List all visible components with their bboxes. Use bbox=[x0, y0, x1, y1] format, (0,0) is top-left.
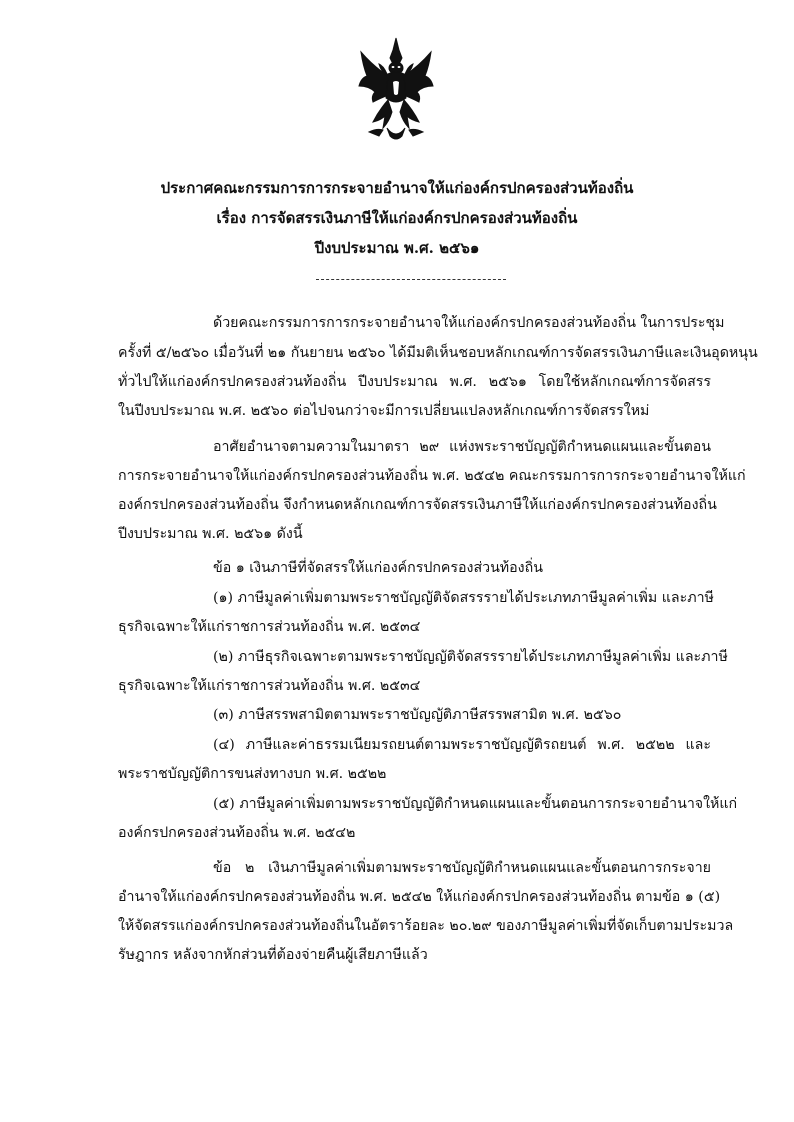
paragraph-2-line: องค์กรปกครองส่วนท้องถิ่น จึงกำหนดหลักเกณฑ์การจัดสรรเงินภาษีให้แก่องค์กรปกครองส่วนท้องถิ่น bbox=[118, 497, 717, 513]
announcement-title: ประกาศคณะกรรมการการกระจายอำนาจให้แก่องค์กรปกครองส่วนท้องถิ่น bbox=[160, 179, 634, 197]
clause-2-line: ข้อ ๒ เงินภาษีมูลค่าเพิ่มตามพระราชบัญญัติกำหนดแผนและขั้นตอนการกระจาย bbox=[213, 860, 711, 876]
clause-2-line: รัษฎากร หลังจากหักส่วนที่ต้องจ่ายคืนผู้เสียภาษีแล้ว bbox=[118, 947, 428, 963]
paragraph-1-line: ครั้งที่ ๕/๒๕๖๐ เมื่อวันที่ ๒๑ กันยายน ๒๕๖๐ ได้มีมติเห็นชอบหลักเกณฑ์การจัดสรรเงินภาษีและเงินอุดหนุน bbox=[118, 345, 758, 361]
clause-1-item-2: ธุรกิจเฉพาะให้แก่ราชการส่วนท้องถิ่น พ.ศ. ๒๕๓๔ bbox=[118, 678, 421, 694]
announcement-fiscal-year: ปีงบประมาณ พ.ศ. ๒๕๖๑ bbox=[314, 239, 480, 257]
paragraph-2-line: อาศัยอำนาจตามความในมาตรา ๒๙ แห่งพระราชบัญญัติกำหนดแผนและขั้นตอน bbox=[213, 439, 711, 455]
clause-2-line: อำนาจให้แก่องค์กรปกครองส่วนท้องถิ่น พ.ศ. ๒๕๔๒ ให้แก่องค์กรปกครองส่วนท้องถิ่น ตามข้อ ๑ (๕) bbox=[118, 889, 721, 905]
clause-1-item-4: (๔) ภาษีและค่าธรรมเนียมรถยนต์ตามพระราชบัญญัติรถยนต์ พ.ศ. ๒๕๒๒ และ bbox=[213, 737, 711, 753]
clause-1-item-5: องค์กรปกครองส่วนท้องถิ่น พ.ศ. ๒๕๔๒ bbox=[118, 825, 356, 841]
paragraph-2-line: ปีงบประมาณ พ.ศ. ๒๕๖๑ ดังนี้ bbox=[118, 526, 303, 542]
paragraph-1-line: ด้วยคณะกรรมการการกระจายอำนาจให้แก่องค์กรปกครองส่วนท้องถิ่น ในการประชุม bbox=[213, 315, 725, 331]
clause-1-heading: ข้อ ๑ เงินภาษีที่จัดสรรให้แก่องค์กรปกครองส่วนท้องถิ่น bbox=[213, 560, 543, 576]
paragraph-1-line: ในปีงบประมาณ พ.ศ. ๒๕๖๐ ต่อไปจนกว่าจะมีการเปลี่ยนแปลงหลักเกณฑ์การจัดสรรใหม่ bbox=[118, 403, 650, 419]
clause-1-item-1: ธุรกิจเฉพาะให้แก่ราชการส่วนท้องถิ่น พ.ศ. ๒๕๓๔ bbox=[118, 619, 421, 635]
clause-1-item-1: (๑) ภาษีมูลค่าเพิ่มตามพระราชบัญญัติจัดสรรรายได้ประเภทภาษีมูลค่าเพิ่ม และภาษี bbox=[213, 590, 714, 606]
paragraph-2-line: การกระจายอำนาจให้แก่องค์กรปกครองส่วนท้องถิ่น พ.ศ. ๒๕๔๒ คณะกรรมการการกระจายอำนาจให้แก่ bbox=[118, 468, 746, 484]
clause-1-item-2: (๒) ภาษีธุรกิจเฉพาะตามพระราชบัญญัติจัดสรรรายได้ประเภทภาษีมูลค่าเพิ่ม และภาษี bbox=[213, 649, 728, 665]
paragraph-1-line: ทั่วไปให้แก่องค์กรปกครองส่วนท้องถิ่น ปีงบประมาณ พ.ศ. ๒๕๖๑ โดยใช้หลักเกณฑ์การจัดสรร bbox=[118, 374, 711, 390]
announcement-subject: เรื่อง การจัดสรรเงินภาษีให้แก่องค์กรปกครองส่วนท้องถิ่น bbox=[216, 209, 578, 227]
clause-1-item-4: พระราชบัญญัติการขนส่งทางบก พ.ศ. ๒๕๒๒ bbox=[118, 766, 387, 782]
clause-2-line: ให้จัดสรรแก่องค์กรปกครองส่วนท้องถิ่นในอัตราร้อยละ ๒๐.๒๙ ของภาษีมูลค่าเพิ่มที่จัดเก็บตามประมวล bbox=[118, 918, 734, 934]
clause-1-item-5: (๕) ภาษีมูลค่าเพิ่มตามพระราชบัญญัติกำหนดแผนและขั้นตอนการกระจายอำนาจให้แก่ bbox=[213, 796, 738, 812]
header-divider bbox=[316, 279, 506, 280]
garuda-emblem-icon bbox=[355, 36, 437, 144]
clause-1-item-3: (๓) ภาษีสรรพสามิตตามพระราชบัญญัติภาษีสรรพสามิต พ.ศ. ๒๕๖๐ bbox=[213, 707, 622, 723]
